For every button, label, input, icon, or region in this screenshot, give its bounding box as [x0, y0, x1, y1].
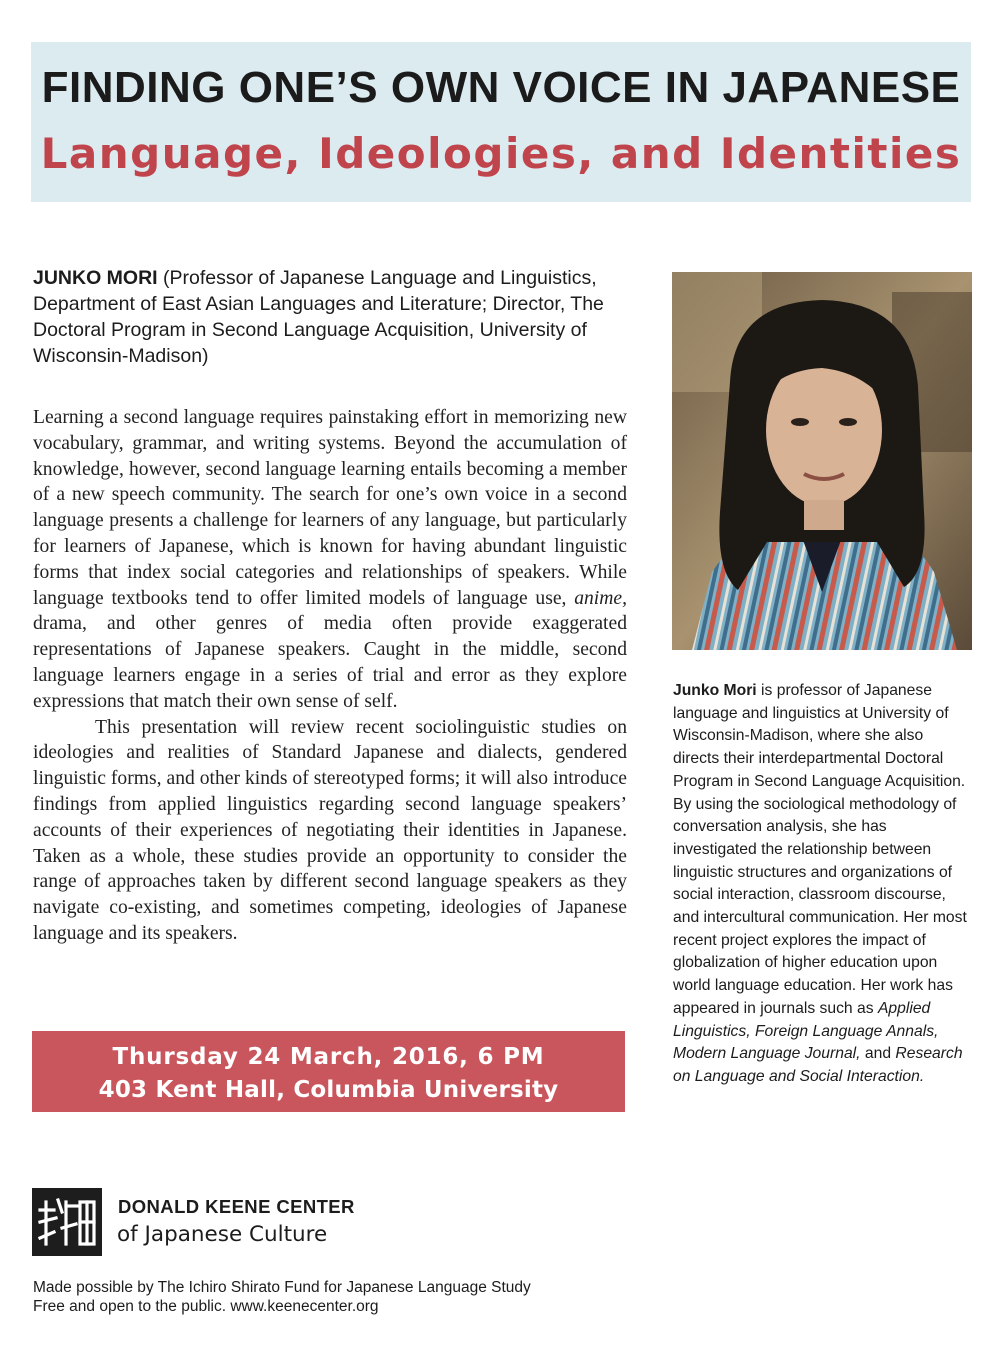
- event-datetime: Thursday 24 March, 2016, 6 PM: [112, 1044, 545, 1070]
- page-subtitle: Language, Ideologies, and Identities: [40, 129, 962, 178]
- footer-sponsor: Made possible by The Ichiro Shirato Fund for Japanese Language Study: [33, 1279, 531, 1296]
- speaker-affiliation: (Professor of Japanese Language and Linguistics, Department of East Asian Languages and Literature; Director, The Doctoral Program in Second Language Acquisition, University of Wisconsin-Madison): [33, 267, 604, 367]
- speaker-bio: Junko Mori is professor of Japanese language and linguistics at University of Wisconsin-Madison, where she also directs their interdepartmental Doctoral Program in Second Language Acquisition. By using the sociological methodology of conversation analysis, she has investigated the relationship between linguistic structures and organizations of social interaction, classroom discourse, and intercultural communication. Her most recent project explores the impact of globalization of higher education upon world language education. Her work has appeared in journals such as Applied Linguistics, Foreign Language Annals, Modern Language Journal, and Research on Language and Social Interaction.: [673, 682, 967, 1085]
- footer: [33, 1278, 733, 1316]
- speaker-info: [33, 265, 629, 369]
- footer-public-info: Free and open to the public. www.keenecenter.org: [33, 1298, 379, 1315]
- page-title: FINDING ONE’S OWN VOICE IN JAPANESE: [41, 63, 961, 112]
- abstract-paragraph-2: This presentation will review recent sociolinguistic studies on ideologies and realities of Standard Japanese and dialects, gendered linguistic forms, and other kinds of stereotyped forms; it will also introduce findings from applied linguistics regarding second language speakers’ accounts of their experiences of negotiating their identities in Japanese. Taken as a whole, these studies provide an opportunity to consider the range of approaches taken by different second language speakers as they navigate co-existing, and sometimes competing, ideologies of Japanese language and its speakers.: [33, 716, 627, 944]
- speaker-name: JUNKO MORI: [33, 267, 158, 289]
- keene-center-logo-icon: [32, 1188, 102, 1256]
- abstract: [33, 405, 627, 947]
- event-location: 403 Kent Hall, Columbia University: [98, 1077, 559, 1103]
- speaker-photo: [672, 272, 972, 650]
- logo-subname: of Japanese Culture: [117, 1222, 328, 1247]
- event-details-box: [32, 1031, 625, 1112]
- logo-name: DONALD KEENE CENTER: [118, 1196, 355, 1217]
- abstract-paragraph-1: Learning a second language requires painstaking effort in memorizing new vocabulary, grammar, and writing systems. Beyond the accumulation of knowledge, however, second language learning entails becoming a member of a new speech community. The search for one’s own voice in a second language presents a challenge for learners of any language, but particularly for learners of Japanese, which is known for having abundant linguistic forms that index social categories and relationships of speakers. While language textbooks tend to offer limited models of language use, anime, drama, and other genres of media often provide exaggerated representations of Japanese speakers. Caught in the middle, second language learners engage in a series of trial and error as they explore expressions that match their own sense of self.: [33, 407, 627, 712]
- bio-name: Junko Mori: [673, 682, 757, 699]
